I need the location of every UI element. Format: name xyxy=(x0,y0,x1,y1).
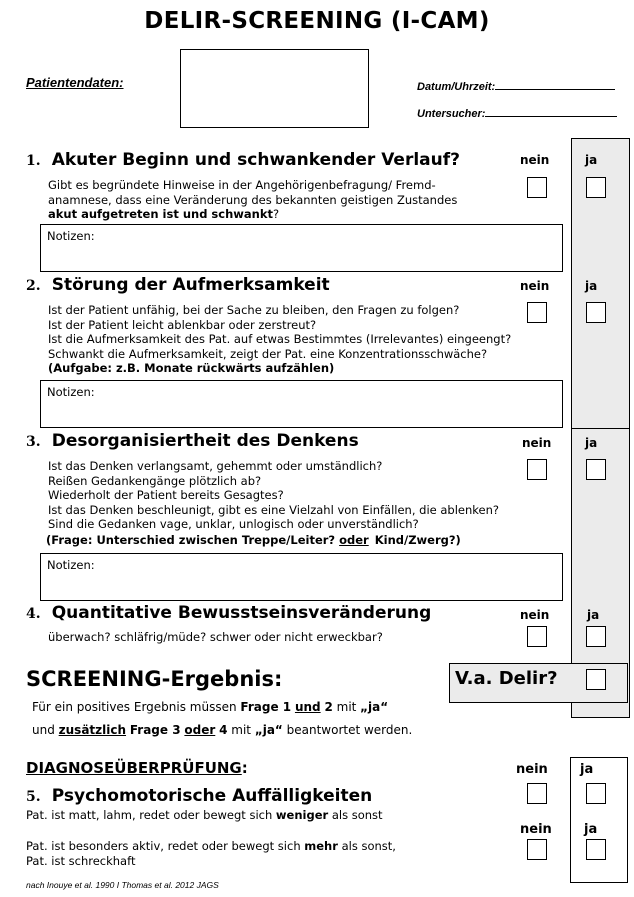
question-5-heading xyxy=(26,786,372,806)
text-line: Ist der Patient unfähig, bei der Sache zu bleiben, den Fragen zu folgen? xyxy=(48,303,460,317)
screening-heading: SCREENING-Ergebnis: xyxy=(26,667,283,691)
text-line: Wiederholt der Patient bereits Gesagtes? xyxy=(48,488,284,502)
q5a-ja-checkbox[interactable] xyxy=(586,783,606,804)
text-line: Ist die Aufmerksamkeit des Pat. auf etwas Bestimmtes (Irrelevantes) eingeengt? xyxy=(48,332,512,346)
question-title: Psychomotorische Auffälligkeiten xyxy=(51,786,373,806)
rule-text: mit xyxy=(227,723,255,737)
question-2-heading xyxy=(26,275,330,295)
rule-text-bold: „ja“ xyxy=(254,723,283,737)
q1-ja-checkbox[interactable] xyxy=(586,177,606,198)
q1-notes-field[interactable] xyxy=(40,224,563,272)
text-line: Ist das Denken beschleunigt, gibt es eine Vielzahl von Einfällen, die ablenken? xyxy=(48,502,499,517)
ja-label: ja xyxy=(585,436,598,450)
nein-label: nein xyxy=(520,279,550,293)
q4-nein-checkbox[interactable] xyxy=(527,626,547,647)
ja-label: ja xyxy=(580,762,594,777)
rule-text-bold: Frage 3 xyxy=(129,723,181,737)
text: Pat. ist matt, lahm, redet oder bewegt sich xyxy=(26,808,276,822)
notes-label: Notizen: xyxy=(47,385,95,399)
q5b-ja-checkbox[interactable] xyxy=(586,839,606,860)
question-number: 3. xyxy=(26,434,41,450)
q2-ja-checkbox[interactable] xyxy=(586,302,606,323)
question-number: 1. xyxy=(26,153,41,169)
diagnosis-heading-text: DIAGNOSEÜBERPRÜFUNG xyxy=(26,759,242,777)
text-line: Gibt es begründete Hinweise in der Angehörigenbefragung/ Fremd- xyxy=(48,178,436,192)
q3-nein-checkbox[interactable] xyxy=(527,459,547,480)
question-4-text xyxy=(48,630,383,645)
task-or: oder xyxy=(339,533,369,547)
q5a-nein-checkbox[interactable] xyxy=(527,783,547,804)
rule-text: mit xyxy=(332,700,361,714)
question-4-heading xyxy=(26,603,431,623)
rule-text-bold: 4 xyxy=(219,723,228,737)
patient-data-label: Patientendaten: xyxy=(26,75,124,90)
nein-label: nein xyxy=(520,822,552,837)
page-title: DELIR-SCREENING (I-CAM) xyxy=(144,8,490,34)
ja-label: ja xyxy=(585,279,598,293)
text-line: Reißen Gedankengänge plötzlich ab? xyxy=(48,473,262,488)
task-text: (Frage: Unterschied zwischen Treppe/Leiter? xyxy=(46,533,336,547)
q5b-nein-checkbox[interactable] xyxy=(527,839,547,860)
ja-label: ja xyxy=(584,822,598,837)
examiner-field[interactable] xyxy=(417,106,617,120)
text-line: Schwankt die Aufmerksamkeit, zeigt der Pat. eine Konzentrationsschwäche? xyxy=(48,346,488,361)
q2-notes-field[interactable] xyxy=(40,380,563,428)
notes-label: Notizen: xyxy=(47,558,95,572)
rule-text: und xyxy=(32,723,59,737)
rule-text-bold: und xyxy=(294,700,321,714)
question-2-text xyxy=(48,303,511,376)
diagnosis-heading xyxy=(26,759,248,777)
patient-label-box[interactable] xyxy=(180,49,369,128)
hyperactive-text xyxy=(26,839,396,868)
text: als sonst, xyxy=(337,839,396,853)
q2-nein-checkbox[interactable] xyxy=(527,302,547,323)
question-1-text xyxy=(48,178,457,222)
question-title: Desorganisiertheit des Denkens xyxy=(51,431,359,451)
nein-label: nein xyxy=(516,762,548,777)
text-line: Pat. ist schreckhaft xyxy=(26,853,136,868)
diagnosis-ja-column xyxy=(570,757,628,883)
nein-label: nein xyxy=(520,608,550,622)
text-line: anamnese, dass eine Veränderung des bekannten geistigen Zustandes xyxy=(48,192,458,207)
task-text: Kind/Zwerg?) xyxy=(374,533,461,547)
q3-ja-checkbox[interactable] xyxy=(586,459,606,480)
text-line: überwach? schläfrig/müde? schwer oder nicht erweckbar? xyxy=(48,630,383,644)
rule-text-bold: Frage 1 xyxy=(240,700,292,714)
delir-suspected-checkbox[interactable] xyxy=(586,669,606,690)
rule-text-bold: zusätzlich xyxy=(58,723,127,737)
rule-text: beantwortet werden. xyxy=(282,723,413,737)
q1-nein-checkbox[interactable] xyxy=(527,177,547,198)
nein-label: nein xyxy=(522,436,552,450)
question-1-heading xyxy=(26,150,460,170)
rule-text-bold: oder xyxy=(184,723,216,737)
text: als sonst xyxy=(328,808,383,822)
date-time-line[interactable] xyxy=(495,79,615,90)
ja-label: ja xyxy=(587,608,600,622)
question-number: 4. xyxy=(26,606,41,622)
question-3-task xyxy=(46,533,461,548)
screening-rule-line-2 xyxy=(32,723,412,737)
question-title: Quantitative Bewusstseinsveränderung xyxy=(51,603,432,623)
rule-text: Für ein positives Ergebnis müssen xyxy=(32,700,241,714)
date-time-field[interactable] xyxy=(417,79,615,93)
text-bold: weniger xyxy=(275,808,329,822)
q3-notes-field[interactable] xyxy=(40,553,563,601)
question-3-text xyxy=(48,459,499,532)
emphasis-text: akut aufgetreten ist und schwankt xyxy=(48,207,273,221)
screening-rule-line-1 xyxy=(32,700,388,714)
text-suffix: ? xyxy=(273,207,280,221)
text-line: Ist das Denken verlangsamt, gehemmt oder umständlich? xyxy=(48,459,383,473)
citation: nach Inouye et al. 1990 I Thomas et al. 2012 JAGS xyxy=(26,880,219,890)
rule-text-bold: 2 xyxy=(324,700,333,714)
task-text: (Aufgabe: z.B. Monate rückwärts aufzählen) xyxy=(48,361,335,375)
examiner-line[interactable] xyxy=(485,106,617,117)
rule-text-bold: „ja“ xyxy=(360,700,389,714)
diagnosis-heading-colon: : xyxy=(241,759,248,777)
date-time-label: Datum/Uhrzeit: xyxy=(417,81,496,93)
question-number: 2. xyxy=(26,278,41,294)
ja-column-divider xyxy=(571,428,630,429)
ja-label: ja xyxy=(585,153,598,167)
question-title: Akuter Beginn und schwankender Verlauf? xyxy=(51,150,461,170)
text-line: Sind die Gedanken vage, unklar, unlogisch oder unverständlich? xyxy=(48,517,419,531)
question-title: Störung der Aufmerksamkeit xyxy=(51,275,330,295)
text: Pat. ist besonders aktiv, redet oder bewegt sich xyxy=(26,839,305,853)
text-line: Ist der Patient leicht ablenkbar oder zerstreut? xyxy=(48,317,317,332)
hypoactive-text xyxy=(26,808,383,823)
verdict-label: V.a. Delir? xyxy=(455,668,558,689)
question-number: 5. xyxy=(26,789,41,805)
examiner-label: Untersucher: xyxy=(417,108,486,120)
notes-label: Notizen: xyxy=(47,229,95,243)
q4-ja-checkbox[interactable] xyxy=(586,626,606,647)
question-3-heading xyxy=(26,431,359,451)
text-bold: mehr xyxy=(304,839,338,853)
nein-label: nein xyxy=(520,153,550,167)
